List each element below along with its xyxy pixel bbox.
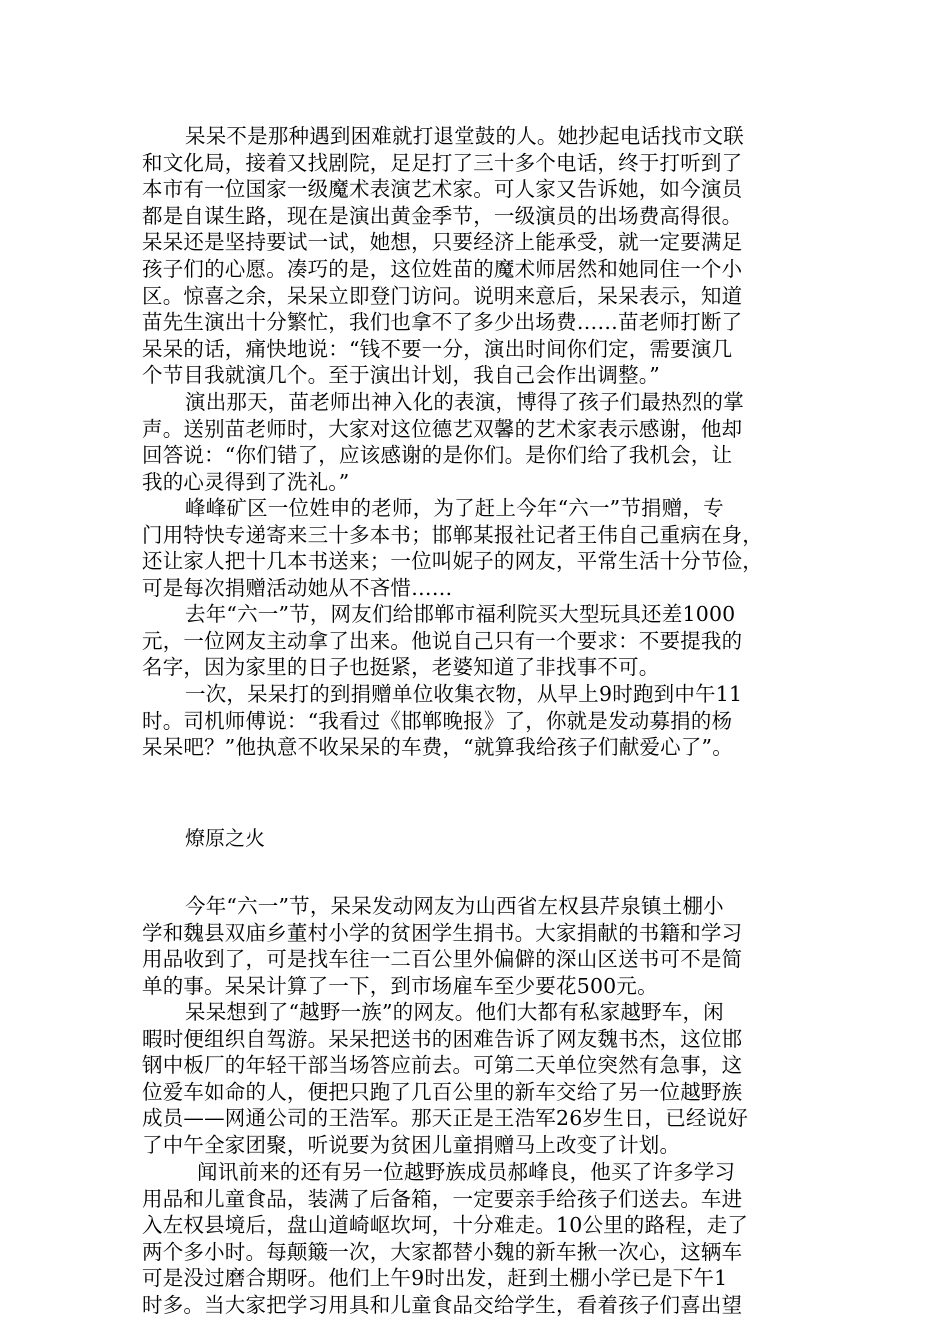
text-line: 演出那天，苗老师出神入化的表演，博得了孩子们最热烈的掌 — [185, 390, 744, 414]
text-line: 元，一位网友主动拿了出来。他说自己只有一个要求：不要提我的 — [142, 628, 743, 653]
text-line: 入左权县境后，盘山道崎岖坎坷，十分难走。10公里的路程，走了 — [142, 1213, 749, 1238]
text-line: 可是每次捐赠活动她从不吝惜…… — [142, 575, 453, 600]
text-line: 本市有一位国家一级魔术表演艺术家。可人家又告诉她，如今演员 — [142, 177, 743, 202]
text-line: 还让家人把十几本书送来；一位叫妮子的网友，平常生活十分节俭， — [142, 549, 763, 574]
text-line: 去年“六一”节，网友们给邯郸市福利院买大型玩具还差1000 — [185, 602, 736, 626]
text-line: 孩子们的心愿。凑巧的是，这位姓苗的魔术师居然和她同住一个小 — [142, 256, 743, 281]
text-line: 名字，因为家里的日子也挺紧，老婆知道了非找事不可。 — [142, 655, 660, 680]
text-line: 呆呆还是坚持要试一试，她想，只要经济上能承受，就一定要满足 — [142, 230, 743, 255]
text-line: 用品和儿童食品，装满了后备箱，一定要亲手给孩子们送去。车进 — [142, 1186, 743, 1211]
text-line: 时多。当大家把学习用具和儿童食品交给学生，看着孩子们喜出望 — [142, 1292, 743, 1317]
text-line: 两个多小时。每颠簸一次，大家都替小魏的新车揪一次心，这辆车 — [142, 1239, 743, 1264]
text-line: 钢中板厂的年轻干部当场答应前去。可第二天单位突然有急事，这 — [142, 1053, 743, 1078]
paragraph-taxi-driver — [142, 681, 808, 761]
text-line: 暇时便组织自驾游。呆呆把送书的困难告诉了网友魏书杰，这位邯 — [142, 1026, 743, 1051]
paragraph-performance — [142, 389, 808, 495]
paragraph-toy-donation — [142, 601, 808, 681]
section-heading: 燎原之火 — [185, 826, 265, 850]
text-line: 门用特快专递寄来三十多本书；邯郸某报社记者王伟自己重病在身， — [142, 522, 763, 547]
text-line: 呆呆不是那种遇到困难就打退堂鼓的人。她抄起电话找市文联 — [185, 124, 744, 148]
paragraph-book-drive — [142, 893, 808, 999]
text-line: 回答说：“你们错了，应该感谢的是你们。是你们给了我机会，让 — [142, 443, 733, 468]
text-line: 呆呆吧？”他执意不收呆呆的车费，“就算我给孩子们献爱心了”。 — [142, 735, 733, 760]
text-line: 我的心灵得到了洗礼。” — [142, 469, 350, 494]
text-line: 一次，呆呆打的到捐赠单位收集衣物，从早上9时跑到中午11 — [185, 682, 743, 706]
paragraph-rescue-magician — [142, 123, 808, 389]
text-line: 区。惊喜之余，呆呆立即登门访问。说明来意后，呆呆表示，知道 — [142, 283, 743, 308]
paragraph-donors — [142, 495, 808, 601]
text-line: 苗先生演出十分繁忙，我们也拿不了多少出场费……苗老师打断了 — [142, 310, 743, 335]
text-line: 今年“六一”节，呆呆发动网友为山西省左权县芹泉镇土棚小 — [185, 894, 724, 918]
text-line: 可是没过磨合期呀。他们上午9时出发，赶到土棚小学已是下午1 — [142, 1266, 728, 1291]
text-line: 都是自谋生路，现在是演出黄金季节，一级演员的出场费高得很。 — [142, 203, 743, 228]
paragraph-mountain-trip — [142, 1159, 808, 1319]
text-line: 和文化局，接着又找剧院，足足打了三十多个电话，终于打听到了 — [142, 150, 743, 175]
text-line: 呆呆的话，痛快地说：“钱不要一分，演出时间你们定，需要演几 — [142, 336, 733, 361]
text-line: 成员——网通公司的王浩军。那天正是王浩军26岁生日，已经说好 — [142, 1106, 749, 1131]
text-line: 个节目我就演几个。至于演出计划，我自己会作出调整。” — [142, 363, 660, 388]
text-line: 声。送别苗老师时，大家对这位德艺双馨的艺术家表示感谢，他却 — [142, 416, 743, 441]
text-line: 了中午全家团聚，听说要为贫困儿童捐赠马上改变了计划。 — [142, 1132, 681, 1157]
text-line: 用品收到了，可是找车往一二百公里外偏僻的深山区送书可不是简 — [142, 947, 743, 972]
text-line: 单的事。呆呆计算了一下，到市场雇车至少要花500元。 — [142, 973, 658, 998]
text-line: 闻讯前来的还有另一位越野族成员郝峰良，他买了许多学习 — [197, 1160, 736, 1184]
paragraph-offroad-club — [142, 999, 808, 1159]
text-line: 位爱车如命的人，便把只跑了几百公里的新车交给了另一位越野族 — [142, 1079, 743, 1104]
text-line: 峰峰矿区一位姓申的老师，为了赶上今年“六一”节捐赠，专 — [185, 496, 724, 520]
text-line: 学和魏县双庙乡董村小学的贫困学生捐书。大家捐献的书籍和学习 — [142, 920, 743, 945]
text-line: 时。司机师傅说：“我看过《邯郸晚报》了，你就是发动募捐的杨 — [142, 708, 733, 733]
text-line: 呆呆想到了“越野一族”的网友。他们大都有私家越野车，闲 — [185, 1000, 724, 1024]
